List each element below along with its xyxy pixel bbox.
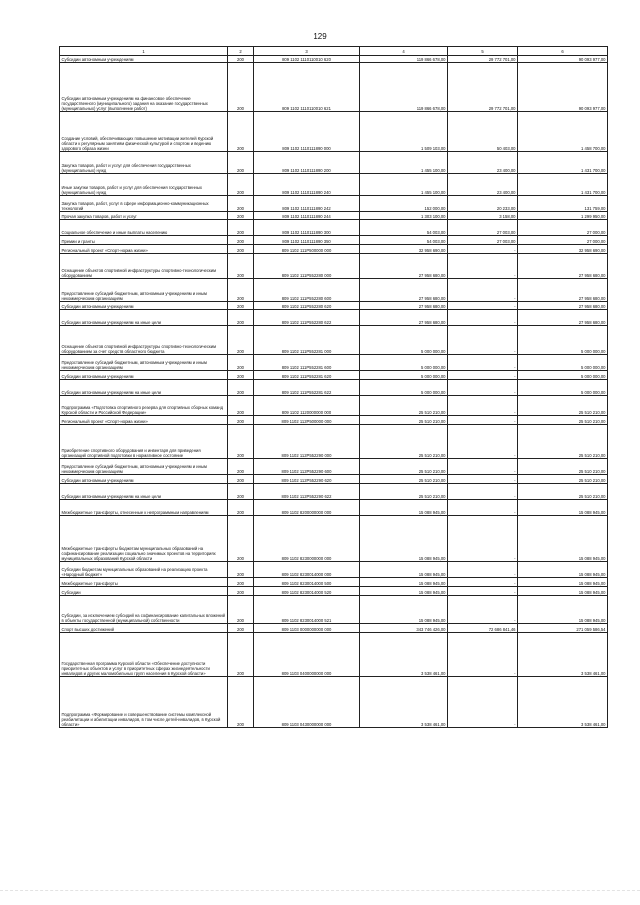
cell-c5: 29 772 701,00 [448,63,518,112]
cell-c5: - [448,484,518,500]
cell-c3: 809 1103 0000000000 000 [254,624,360,633]
page-number: 129 [313,32,327,41]
cell-c2: 200 [228,475,254,484]
cell-c6: 25 510 210,00 [518,475,608,484]
table-header-row [60,47,608,56]
cell-c2: 200 [228,425,254,459]
cell-c5: - [448,380,518,396]
cell-c3: 809 1102 111P552280 622 [254,310,360,326]
table-row [60,302,608,310]
col-header-1: 1 [60,47,228,56]
cell-c4: 152 000,00 [360,196,448,212]
cell-c2: 200 [228,416,254,425]
cell-c6: 90 093 977,00 [518,56,608,63]
cell-c6: 27 958 680,00 [518,254,608,279]
cell-c3: 809 1102 112P552290 620 [254,475,360,484]
col-header-3: 3 [254,47,360,56]
col-header-6: 6 [518,47,608,56]
cell-c6: 5 000 000,00 [518,371,608,380]
cell-desc: Закупка товаров, работ, услуг в сфере информационно-коммуникационных технологий [60,196,228,212]
cell-desc: Субсидии автономным учреждениям [60,302,228,310]
cell-c2: 200 [228,500,254,516]
cell-c3: 809 1102 1110110010 620 [254,56,360,63]
cell-c6: 15 088 945,00 [518,596,608,624]
cell-desc: Подпрограмма «Подготовка спортивного резерва для спортивных сборных команд Курской области и Российской Федерации» [60,396,228,416]
cell-c2: 200 [228,355,254,371]
cell-c4: 25 510 210,00 [360,484,448,500]
cell-desc: Государственная программа Курской области «Обеспечение доступности приоритетных объектов и услуг в приоритетных сферах жизнедеятельности инвалидов и других маломобильных групп населения в Курской области» [60,633,228,677]
cell-desc: Межбюджетные трансферты, отнесенные к непрограммным направлениям [60,500,228,516]
table-row [60,416,608,425]
cell-c4: 15 088 945,00 [360,578,448,587]
cell-c4: 5 000 000,00 [360,380,448,396]
cell-c2: 200 [228,459,254,475]
cell-c6: 15 088 945,00 [518,516,608,562]
cell-desc: Региональный проект «Спорт-норма жизни» [60,245,228,254]
cell-c4: 343 746 426,00 [360,624,448,633]
cell-c3: 809 1102 111P552281 600 [254,355,360,371]
cell-c6: 27 000,00 [518,220,608,236]
cell-c5: - [448,562,518,578]
cell-c2: 200 [228,236,254,245]
cell-c4: 25 510 210,00 [360,416,448,425]
cell-c4: 15 088 945,00 [360,596,448,624]
budget-table [59,46,608,728]
cell-c5: - [448,500,518,516]
cell-c5: 27 003,00 [448,220,518,236]
cell-c4: 25 510 210,00 [360,459,448,475]
table-row [60,596,608,624]
table-row [60,310,608,326]
cell-c3: 809 1102 111P552280 000 [254,254,360,279]
table-row [60,326,608,355]
cell-desc: Субсидии автономным учреждениям на финансовое обеспечение государственного (муниципального) задания на оказание государственных (муниципальных) услуг (выполнение работ) [60,63,228,112]
cell-desc: Субсидии бюджетам муниципальных образований на реализацию проекта «Народный бюджет» [60,562,228,578]
cell-c3: 809 1102 8230000000 000 [254,516,360,562]
cell-c4: 54 003,00 [360,220,448,236]
cell-c5: - [448,677,518,728]
cell-c4: 5 000 000,00 [360,326,448,355]
cell-c4: 25 510 210,00 [360,425,448,459]
cell-c6: 1 458 700,00 [518,112,608,152]
cell-desc: Предоставление субсидий бюджетным, автономным учреждениям и иным некоммерческим организациям [60,279,228,302]
cell-desc: Прочая закупка товаров, работ и услуг [60,212,228,220]
cell-desc: Субсидии автономным учреждениям на иные цели [60,380,228,396]
cell-c2: 200 [228,371,254,380]
cell-desc: Субсидии, за исключением субсидий на софинансирование капитальных вложений в объекты государственной (муниципальной) собственности [60,596,228,624]
cell-c2: 200 [228,596,254,624]
cell-c3: 809 1102 1110111890 350 [254,236,360,245]
cell-c4: 15 088 945,00 [360,587,448,596]
cell-c4: 1 455 100,00 [360,174,448,196]
cell-desc: Премии и гранты [60,236,228,245]
cell-desc: Субсидии [60,587,228,596]
cell-c3: 809 1102 111P552281 622 [254,380,360,396]
cell-desc: Субсидии автономным учреждениям [60,475,228,484]
cell-c4: 27 958 680,00 [360,310,448,326]
cell-c2: 200 [228,624,254,633]
scan-edge-line [0,890,640,897]
cell-c5: - [448,302,518,310]
cell-c3: 809 1102 8230014000 520 [254,587,360,596]
cell-c4: 15 088 945,00 [360,516,448,562]
cell-desc: Приобретение спортивного оборудования и инвентаря для приведения организаций спортивной подготовки в нормативное состояние [60,425,228,459]
table-row [60,56,608,63]
cell-c6: 1 431 700,00 [518,174,608,196]
table-row [60,380,608,396]
cell-c5: 23 400,00 [448,174,518,196]
col-header-4: 4 [360,47,448,56]
table-row [60,112,608,152]
cell-c2: 200 [228,254,254,279]
cell-c3: 809 1103 0400000000 000 [254,633,360,677]
cell-c3: 809 1102 111P552280 600 [254,279,360,302]
table-row [60,152,608,174]
cell-c3: 809 1102 1110111890 244 [254,212,360,220]
cell-c2: 200 [228,279,254,302]
table-row [60,371,608,380]
cell-c3: 809 1102 112P500000 000 [254,416,360,425]
cell-c4: 3 538 461,00 [360,677,448,728]
table-row [60,63,608,112]
table-row [60,633,608,677]
cell-c4: 27 958 680,00 [360,302,448,310]
cell-c6: 15 088 945,00 [518,578,608,587]
cell-c2: 200 [228,196,254,212]
cell-c6: 3 538 461,00 [518,677,608,728]
cell-c4: 1 455 100,00 [360,152,448,174]
table-row [60,236,608,245]
cell-c4: 15 088 945,00 [360,562,448,578]
cell-c2: 200 [228,310,254,326]
table-row [60,245,608,254]
table-row [60,196,608,212]
cell-c5: 27 003,00 [448,236,518,245]
cell-c3: 809 1102 8200000000 000 [254,500,360,516]
cell-c2: 200 [228,56,254,63]
table-row [60,624,608,633]
cell-c5: - [448,355,518,371]
cell-c3: 809 1102 112P552290 600 [254,459,360,475]
cell-c3: 809 1102 1110111890 240 [254,174,360,196]
cell-c3: 809 1102 1110111890 200 [254,152,360,174]
cell-c3: 809 1102 1110110010 621 [254,63,360,112]
cell-c2: 200 [228,587,254,596]
cell-c3: 809 1102 112P552290 622 [254,484,360,500]
cell-c5: - [448,633,518,677]
cell-c6: 25 510 210,00 [518,425,608,459]
table-row [60,578,608,587]
cell-c5: - [448,279,518,302]
cell-c5: - [448,326,518,355]
cell-c4: 27 958 680,00 [360,254,448,279]
table-row [60,562,608,578]
cell-c4: 1 509 103,00 [360,112,448,152]
cell-c6: 131 759,00 [518,196,608,212]
cell-c2: 200 [228,112,254,152]
cell-c3: 809 1102 1110111890 000 [254,112,360,152]
cell-c2: 200 [228,380,254,396]
cell-c5: 72 686 841,46 [448,624,518,633]
cell-c5: - [448,245,518,254]
cell-c5: - [448,516,518,562]
cell-c4: 1 303 100,00 [360,212,448,220]
cell-desc: Иные закупки товаров, работ и услуг для обеспечения государственных (муниципальных) нужд [60,174,228,196]
cell-c5: - [448,596,518,624]
cell-desc: Субсидии автономным учреждениям на иные цели [60,310,228,326]
cell-c2: 200 [228,212,254,220]
cell-c3: 809 1102 111P552281 000 [254,326,360,355]
cell-c4: 5 000 000,00 [360,355,448,371]
cell-desc: Субсидии автономным учреждениям на иные цели [60,484,228,500]
cell-c4: 5 000 000,00 [360,371,448,380]
cell-desc: Межбюджетные трансферты бюджетам муниципальных образований на софинансирование реализации социально значимых проектов на территориях муниципальных образований Курской области [60,516,228,562]
cell-c5: - [448,475,518,484]
cell-c6: 27 958 680,00 [518,310,608,326]
cell-c5: - [448,310,518,326]
cell-c6: 27 958 680,00 [518,279,608,302]
cell-c3: 809 1102 1110111890 242 [254,196,360,212]
table-row [60,174,608,196]
cell-c3: 809 1102 1120000000 000 [254,396,360,416]
cell-c3: 809 1102 8230014000 000 [254,562,360,578]
cell-c6: 5 000 000,00 [518,326,608,355]
cell-desc: Закупка товаров, работ и услуг для обеспечения государственных (муниципальных) нужд [60,152,228,174]
cell-c6: 32 958 690,00 [518,245,608,254]
cell-desc: Оснащение объектов спортивной инфраструктуры спортивно-технологическим оборудованием за счет средств областного бюджета [60,326,228,355]
cell-c6: 25 510 210,00 [518,396,608,416]
cell-c6: 15 088 945,00 [518,500,608,516]
table-row [60,254,608,279]
cell-c2: 200 [228,302,254,310]
cell-c6: 25 510 210,00 [518,484,608,500]
cell-desc: Предоставление субсидий бюджетным, автономным учреждениям и иным некоммерческим организациям [60,355,228,371]
cell-c6: 5 000 000,00 [518,355,608,371]
cell-c4: 119 866 678,00 [360,56,448,63]
table-row [60,500,608,516]
table-row [60,279,608,302]
col-header-5: 5 [448,47,518,56]
table-row [60,459,608,475]
cell-c4: 25 510 210,00 [360,396,448,416]
cell-c4: 27 958 680,00 [360,279,448,302]
cell-c5: - [448,425,518,459]
col-header-2: 2 [228,47,254,56]
cell-c4: 25 510 210,00 [360,475,448,484]
table-row [60,220,608,236]
cell-c6: 1 431 700,00 [518,152,608,174]
table-row [60,484,608,500]
cell-c2: 200 [228,152,254,174]
cell-c3: 809 1102 111P552281 620 [254,371,360,380]
table-row [60,425,608,459]
cell-c3: 809 1102 112P552290 000 [254,425,360,459]
cell-c6: 271 059 586,54 [518,624,608,633]
cell-c3: 809 1103 0430000000 000 [254,677,360,728]
cell-c6: 27 000,00 [518,236,608,245]
cell-c2: 200 [228,578,254,587]
table-row [60,475,608,484]
cell-desc: Социальное обеспечение и иные выплаты населению [60,220,228,236]
cell-c6: 25 510 210,00 [518,459,608,475]
cell-c3: 809 1102 1110111890 300 [254,220,360,236]
cell-c3: 809 1102 8230014000 500 [254,578,360,587]
cell-c6: 27 958 680,00 [518,302,608,310]
cell-c2: 200 [228,220,254,236]
cell-c5: - [448,254,518,279]
cell-desc: Создание условий, обеспечивающих повышение мотивации жителей Курской области к регулярным занятиям физической культурой и спортом и ведению здорового образа жизни [60,112,228,152]
cell-c5: 3 158,00 [448,212,518,220]
cell-desc: Региональный проект «Спорт-норма жизни» [60,416,228,425]
cell-c5: - [448,459,518,475]
cell-c2: 200 [228,633,254,677]
cell-c5: - [448,371,518,380]
cell-c5: - [448,587,518,596]
table-row [60,396,608,416]
cell-c2: 200 [228,174,254,196]
cell-desc: Спорт высших достижений [60,624,228,633]
cell-c4: 119 866 678,00 [360,63,448,112]
cell-c2: 200 [228,677,254,728]
cell-c6: 25 510 210,00 [518,416,608,425]
cell-c5: 20 233,00 [448,196,518,212]
cell-c2: 200 [228,516,254,562]
cell-c4: 15 088 945,00 [360,500,448,516]
cell-desc: Субсидии автономным учреждениям [60,371,228,380]
cell-c5: - [448,396,518,416]
cell-c6: 1 299 950,00 [518,212,608,220]
cell-c2: 200 [228,326,254,355]
cell-c5: 29 772 701,00 [448,56,518,63]
cell-c3: 809 1102 8230014000 521 [254,596,360,624]
cell-c5: 50 403,00 [448,112,518,152]
cell-c2: 200 [228,484,254,500]
cell-desc: Подпрограмма «Формирование и совершенствование системы комплексной реабилитации и абилитации инвалидов, в том числе детей-инвалидов, в Курской области» [60,677,228,728]
cell-desc: Субсидии автономным учреждениям [60,56,228,63]
cell-c3: 809 1102 111P500000 000 [254,245,360,254]
cell-c6: 90 093 977,00 [518,63,608,112]
cell-desc: Оснащение объектов спортивной инфраструктуры спортивно-технологическим оборудованием [60,254,228,279]
cell-c6: 15 088 945,00 [518,587,608,596]
table-row [60,355,608,371]
cell-c6: 5 000 000,00 [518,380,608,396]
table-row [60,677,608,728]
cell-c2: 200 [228,396,254,416]
cell-desc: Межбюджетные трансферты [60,578,228,587]
cell-c5: 23 400,00 [448,152,518,174]
cell-c2: 200 [228,562,254,578]
cell-c5: - [448,578,518,587]
cell-c5: - [448,416,518,425]
cell-c4: 3 538 461,00 [360,633,448,677]
cell-c2: 200 [228,245,254,254]
cell-c6: 15 088 945,00 [518,562,608,578]
cell-c4: 32 958 690,00 [360,245,448,254]
table-row [60,587,608,596]
cell-c2: 200 [228,63,254,112]
table-row [60,516,608,562]
table-row [60,212,608,220]
cell-c6: 3 538 461,00 [518,633,608,677]
cell-c3: 809 1102 111P552280 620 [254,302,360,310]
cell-desc: Предоставление субсидий бюджетным, автономным учреждениям и иным некоммерческим организациям [60,459,228,475]
cell-c4: 54 003,00 [360,236,448,245]
